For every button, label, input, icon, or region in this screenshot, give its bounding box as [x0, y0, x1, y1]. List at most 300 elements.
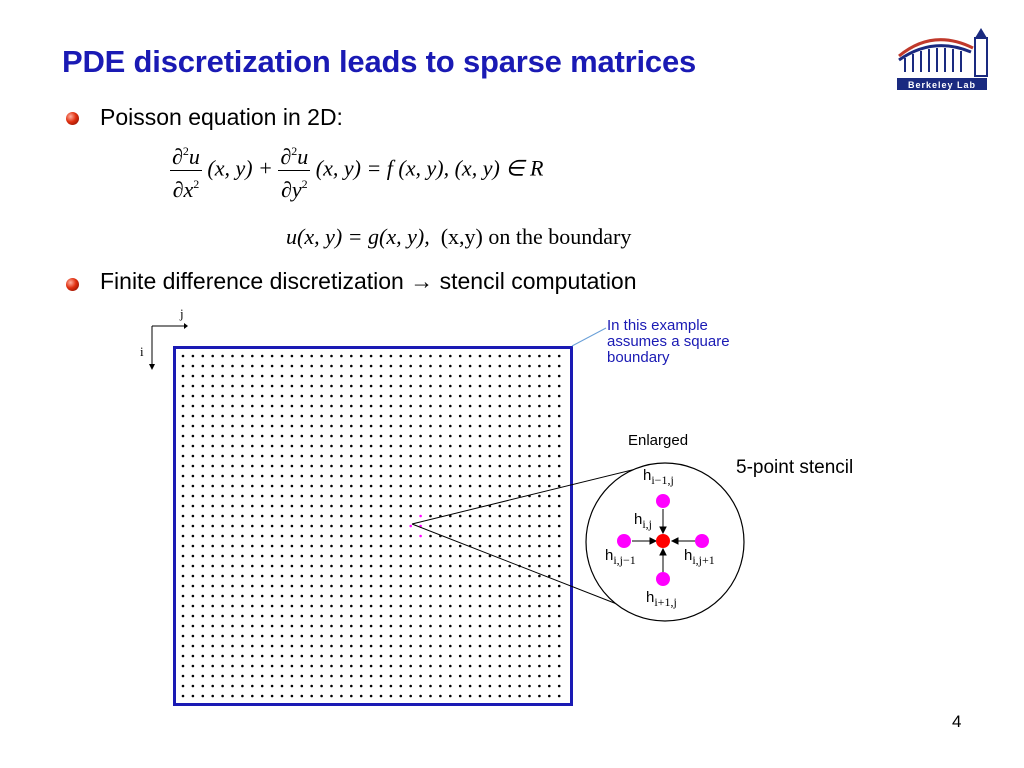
grid-point — [439, 665, 442, 668]
grid-point — [489, 645, 492, 648]
grid-point — [320, 635, 323, 638]
grid-point — [548, 385, 551, 388]
grid-point — [202, 425, 205, 428]
grid-point — [380, 575, 383, 578]
grid-point — [211, 675, 214, 678]
grid-point — [350, 565, 353, 568]
grid-point — [390, 675, 393, 678]
grid-point — [548, 665, 551, 668]
grid-point — [241, 595, 244, 598]
grid-point — [182, 695, 185, 698]
grid-point — [479, 635, 482, 638]
page-number: 4 — [952, 712, 962, 731]
grid-point — [271, 625, 274, 628]
grid-point — [419, 385, 422, 388]
grid-point — [301, 695, 304, 698]
grid-point — [281, 575, 284, 578]
grid-point — [350, 385, 353, 388]
grid-point — [320, 465, 323, 468]
grid-point — [390, 465, 393, 468]
grid-point — [558, 415, 561, 418]
grid-point — [291, 385, 294, 388]
grid-point — [489, 675, 492, 678]
grid-point — [360, 365, 363, 368]
grid-point — [370, 415, 373, 418]
grid-point — [350, 555, 353, 558]
grid-point — [538, 365, 541, 368]
grid-point — [301, 475, 304, 478]
grid-point — [251, 525, 254, 528]
grid-point — [192, 685, 195, 688]
grid-point — [192, 505, 195, 508]
grid-point — [499, 455, 502, 458]
grid-point — [508, 435, 511, 438]
grid-point — [231, 405, 234, 408]
grid-point — [261, 465, 264, 468]
grid-point — [380, 645, 383, 648]
grid-point — [221, 455, 224, 458]
grid-point — [291, 645, 294, 648]
grid-point — [330, 675, 333, 678]
grid-point — [459, 445, 462, 448]
grid-point — [489, 425, 492, 428]
grid-point — [281, 565, 284, 568]
grid-point — [261, 625, 264, 628]
grid-point — [449, 385, 452, 388]
axis-j-label: j — [180, 306, 184, 321]
grid-point — [400, 445, 403, 448]
grid-point — [192, 355, 195, 358]
grid-point — [310, 665, 313, 668]
grid-point — [291, 605, 294, 608]
grid-point — [261, 555, 264, 558]
grid-point — [231, 365, 234, 368]
grid-point — [211, 515, 214, 518]
grid-point — [350, 545, 353, 548]
grid-point — [350, 445, 353, 448]
grid-point — [380, 665, 383, 668]
grid-point — [241, 695, 244, 698]
grid-point — [281, 355, 284, 358]
grid-point — [330, 505, 333, 508]
grid-point — [281, 475, 284, 478]
grid-point — [301, 605, 304, 608]
grid-point — [479, 645, 482, 648]
grid-point — [310, 405, 313, 408]
grid-point — [281, 455, 284, 458]
grid-point — [261, 445, 264, 448]
grid-point — [429, 645, 432, 648]
grid-point — [310, 625, 313, 628]
grid-point — [459, 645, 462, 648]
bullet-text-poisson: Poisson equation in 2D: — [100, 104, 343, 130]
stencil-point-left — [617, 534, 631, 548]
grid-point — [241, 455, 244, 458]
grid-point — [251, 415, 254, 418]
grid-point — [182, 415, 185, 418]
grid-point — [528, 445, 531, 448]
grid-point — [271, 525, 274, 528]
grid-point — [419, 395, 422, 398]
grid-point — [241, 465, 244, 468]
grid-point — [400, 385, 403, 388]
grid-point — [221, 575, 224, 578]
grid-point — [469, 455, 472, 458]
grid-point — [251, 625, 254, 628]
grid-point — [231, 525, 234, 528]
grid-point — [211, 455, 214, 458]
grid-point — [538, 425, 541, 428]
grid-point — [281, 375, 284, 378]
grid-point — [518, 675, 521, 678]
grid-point — [469, 675, 472, 678]
grid-point — [221, 645, 224, 648]
grid-point — [390, 555, 393, 558]
grid-point — [271, 655, 274, 658]
grid-point — [330, 545, 333, 548]
grid-point — [221, 435, 224, 438]
grid-point — [291, 365, 294, 368]
grid-point — [360, 355, 363, 358]
grid-point — [499, 415, 502, 418]
grid-point — [370, 565, 373, 568]
grid-point — [241, 485, 244, 488]
grid-point — [192, 405, 195, 408]
stencil-point-right — [695, 534, 709, 548]
grid-point — [320, 415, 323, 418]
grid-point — [528, 365, 531, 368]
grid-point — [182, 595, 185, 598]
grid-point — [202, 525, 205, 528]
grid-point — [340, 355, 343, 358]
grid-point — [518, 435, 521, 438]
grid-point — [202, 475, 205, 478]
grid-point — [429, 665, 432, 668]
grid-point — [499, 665, 502, 668]
grid-point — [241, 615, 244, 618]
grid-point — [360, 495, 363, 498]
grid-point — [231, 485, 234, 488]
grid-point — [182, 365, 185, 368]
grid-point — [360, 415, 363, 418]
grid-point — [261, 505, 264, 508]
grid-point — [221, 545, 224, 548]
grid-point — [291, 475, 294, 478]
grid-point — [479, 395, 482, 398]
grid-point — [330, 655, 333, 658]
grid-point — [469, 655, 472, 658]
grid-point — [221, 355, 224, 358]
grid-point — [360, 685, 363, 688]
grid-point — [261, 575, 264, 578]
grid-point — [320, 455, 323, 458]
grid-point — [558, 455, 561, 458]
grid-point — [291, 515, 294, 518]
grid-point — [192, 425, 195, 428]
grid-point — [261, 565, 264, 568]
grid-point — [192, 375, 195, 378]
grid-point — [182, 555, 185, 558]
grid-point — [340, 525, 343, 528]
grid-point — [558, 655, 561, 658]
grid-point — [489, 435, 492, 438]
grid-point — [202, 555, 205, 558]
grid-point — [261, 675, 264, 678]
grid-point — [211, 585, 214, 588]
grid-point — [211, 555, 214, 558]
grid-point — [558, 665, 561, 668]
grid-point — [548, 375, 551, 378]
grid-point — [241, 565, 244, 568]
grid-point — [291, 485, 294, 488]
grid-point — [251, 695, 254, 698]
grid-point — [211, 495, 214, 498]
grid-point — [241, 545, 244, 548]
grid-point — [261, 545, 264, 548]
grid-point — [370, 465, 373, 468]
grid-point — [192, 575, 195, 578]
grid-point — [489, 655, 492, 658]
grid-point — [449, 455, 452, 458]
arrow-right-icon: → — [410, 268, 434, 294]
grid-point — [330, 405, 333, 408]
grid-point — [330, 555, 333, 558]
grid-point — [221, 525, 224, 528]
grid-point — [330, 485, 333, 488]
grid-point — [548, 625, 551, 628]
grid-point — [281, 485, 284, 488]
grid-point — [429, 385, 432, 388]
grid-point — [459, 405, 462, 408]
grid-point — [340, 495, 343, 498]
grid-point — [350, 425, 353, 428]
grid-point — [489, 415, 492, 418]
grid-point — [301, 395, 304, 398]
grid-point — [261, 415, 264, 418]
grid-point — [518, 375, 521, 378]
grid-point — [251, 645, 254, 648]
grid-point — [271, 395, 274, 398]
grid-point — [221, 375, 224, 378]
grid-point — [291, 455, 294, 458]
grid-point — [202, 455, 205, 458]
grid-point — [380, 675, 383, 678]
grid-point — [419, 365, 422, 368]
grid-point — [479, 435, 482, 438]
grid-point — [202, 405, 205, 408]
grid-point — [330, 665, 333, 668]
grid-point — [281, 425, 284, 428]
grid-point — [330, 425, 333, 428]
grid-point — [241, 395, 244, 398]
grid-point — [320, 575, 323, 578]
grid-point — [439, 365, 442, 368]
grid-point — [390, 635, 393, 638]
grid-point — [251, 375, 254, 378]
grid-point — [350, 635, 353, 638]
grid-point — [469, 415, 472, 418]
grid-point — [202, 595, 205, 598]
grid-point — [261, 375, 264, 378]
grid-point — [182, 585, 185, 588]
bullet-icon — [66, 278, 79, 291]
grid-point — [241, 365, 244, 368]
grid-point — [528, 675, 531, 678]
grid-point — [231, 445, 234, 448]
grid-point — [281, 535, 284, 538]
grid-point — [281, 545, 284, 548]
grid-point — [320, 505, 323, 508]
grid-point — [340, 375, 343, 378]
grid-point — [400, 435, 403, 438]
grid-point — [449, 695, 452, 698]
grid-point — [320, 595, 323, 598]
grid-point — [449, 675, 452, 678]
grid-point — [182, 565, 185, 568]
grid-point — [231, 505, 234, 508]
grid-point — [211, 425, 214, 428]
grid-point — [211, 545, 214, 548]
grid-point — [211, 405, 214, 408]
grid-point — [380, 695, 383, 698]
grid-point — [390, 515, 393, 518]
grid-point — [370, 555, 373, 558]
grid-point — [241, 435, 244, 438]
grid-point — [508, 445, 511, 448]
grid-point — [320, 665, 323, 668]
grid-point — [310, 385, 313, 388]
grid-point — [419, 645, 422, 648]
grid-point — [360, 555, 363, 558]
grid-point — [479, 415, 482, 418]
grid-point — [192, 655, 195, 658]
grid-point — [310, 635, 313, 638]
grid-point — [182, 625, 185, 628]
grid-point — [429, 435, 432, 438]
grid-point — [211, 615, 214, 618]
grid-point — [231, 535, 234, 538]
grid-point — [291, 665, 294, 668]
grid-point — [320, 625, 323, 628]
grid-point — [231, 635, 234, 638]
grid-point — [261, 395, 264, 398]
grid-point — [320, 605, 323, 608]
grid-point — [231, 685, 234, 688]
grid-point — [182, 675, 185, 678]
grid-point — [439, 425, 442, 428]
grid-point — [231, 675, 234, 678]
stencil-label-right: $h_{i,j+1}$ — [684, 547, 715, 567]
grid-point — [261, 365, 264, 368]
grid-point — [419, 625, 422, 628]
grid-point — [291, 355, 294, 358]
grid-point — [182, 535, 185, 538]
grid-point — [439, 625, 442, 628]
grid-point — [400, 415, 403, 418]
grid-point — [231, 515, 234, 518]
grid-point — [459, 375, 462, 378]
grid-point — [518, 635, 521, 638]
grid-point — [211, 605, 214, 608]
grid-point — [301, 445, 304, 448]
grid-point — [182, 665, 185, 668]
grid-point — [330, 615, 333, 618]
grid-point — [400, 665, 403, 668]
grid-point — [360, 605, 363, 608]
grid-point — [251, 565, 254, 568]
grid-point — [211, 475, 214, 478]
grid-point — [499, 695, 502, 698]
grid-point — [449, 375, 452, 378]
grid-point — [301, 535, 304, 538]
grid-point — [508, 355, 511, 358]
grid-point — [310, 645, 313, 648]
grid-point — [360, 695, 363, 698]
grid-point — [380, 455, 383, 458]
grid-point — [449, 435, 452, 438]
grid-point — [221, 615, 224, 618]
grid-point — [409, 375, 412, 378]
grid-point — [211, 575, 214, 578]
grid-point — [231, 465, 234, 468]
grid-point — [499, 625, 502, 628]
grid-point — [320, 655, 323, 658]
grid-point — [271, 535, 274, 538]
grid-point — [192, 695, 195, 698]
grid-point — [429, 635, 432, 638]
grid-point — [370, 605, 373, 608]
grid-point — [340, 475, 343, 478]
grid-point — [261, 515, 264, 518]
grid-point — [538, 385, 541, 388]
grid-point — [350, 595, 353, 598]
grid-point — [241, 355, 244, 358]
grid-point — [380, 395, 383, 398]
grid-point — [241, 425, 244, 428]
grid-point — [340, 445, 343, 448]
grid-point — [182, 475, 185, 478]
grid-point — [449, 445, 452, 448]
grid-point — [449, 635, 452, 638]
grid-point — [409, 675, 412, 678]
grid-point — [330, 645, 333, 648]
grid-point — [330, 605, 333, 608]
grid-point — [241, 505, 244, 508]
grid-point — [231, 455, 234, 458]
grid-point — [221, 505, 224, 508]
grid-point — [291, 625, 294, 628]
grid-point — [459, 365, 462, 368]
grid-point — [489, 635, 492, 638]
grid-point — [370, 595, 373, 598]
grid-point — [182, 655, 185, 658]
grid-point — [320, 385, 323, 388]
grid-point — [261, 425, 264, 428]
grid-point — [291, 655, 294, 658]
grid-point — [479, 355, 482, 358]
grid-point — [192, 545, 195, 548]
grid-point — [538, 665, 541, 668]
grid-point — [419, 635, 422, 638]
grid-point — [251, 595, 254, 598]
grid-point — [499, 355, 502, 358]
grid-point — [231, 695, 234, 698]
grid-point — [301, 455, 304, 458]
grid-point — [202, 505, 205, 508]
grid-point — [370, 425, 373, 428]
grid-point — [558, 685, 561, 688]
grid-point — [400, 455, 403, 458]
